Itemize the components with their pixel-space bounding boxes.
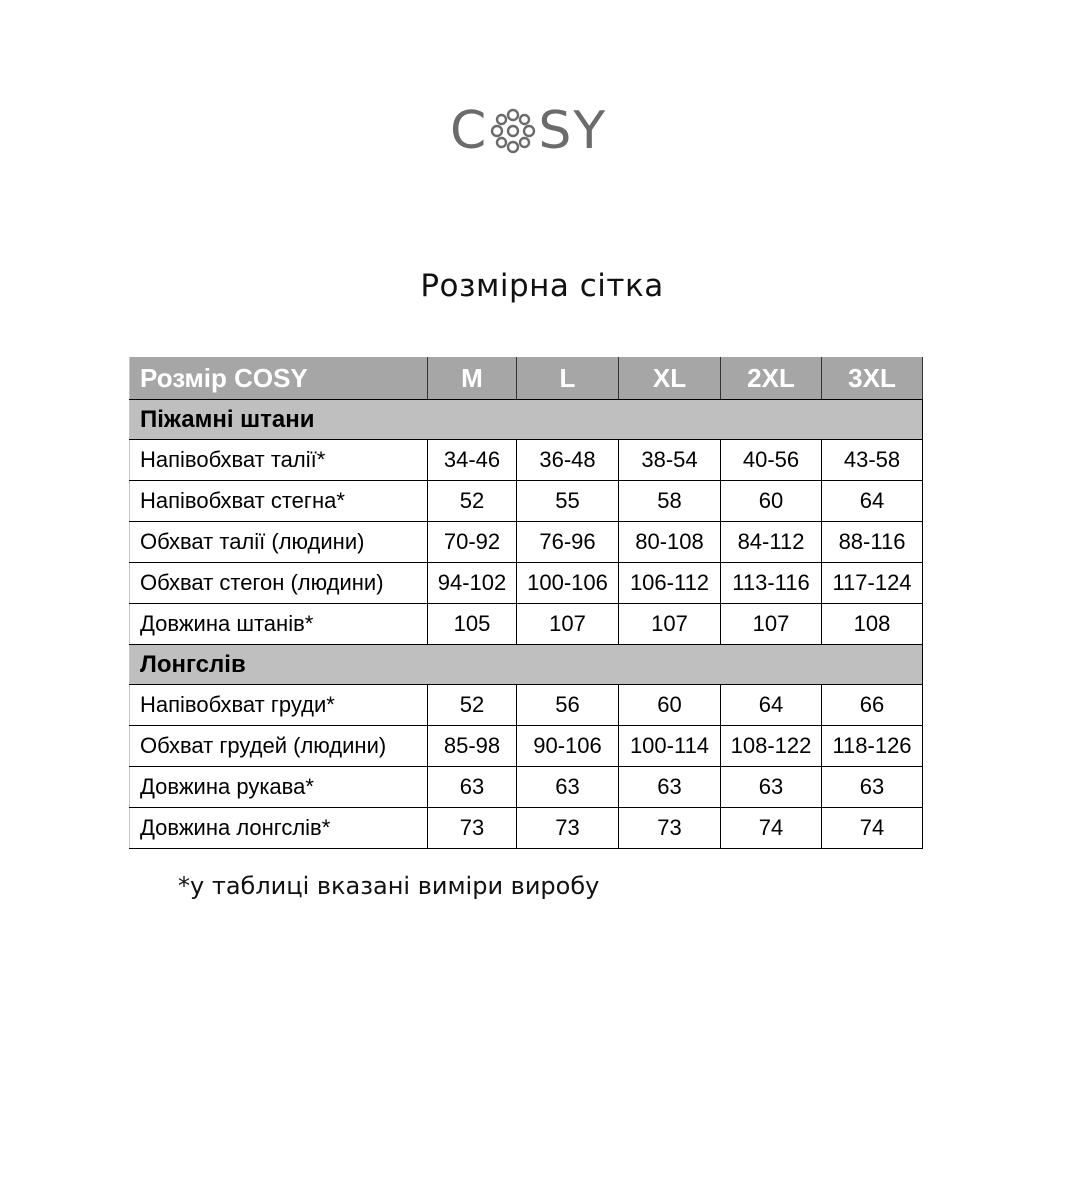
cell-m: 34-46 bbox=[428, 440, 517, 481]
cell-3xl: 88-116 bbox=[822, 522, 923, 563]
cell-3xl: 43-58 bbox=[822, 440, 923, 481]
flower-knot-icon bbox=[489, 107, 537, 155]
cell-2xl: 63 bbox=[721, 767, 822, 808]
size-chart-table bbox=[129, 357, 923, 849]
cell-l: 107 bbox=[517, 604, 619, 645]
cell-l: 100-106 bbox=[517, 563, 619, 604]
row-label: Обхват талії (людини) bbox=[130, 522, 428, 563]
cell-2xl: 40-56 bbox=[721, 440, 822, 481]
cell-xl: 106-112 bbox=[619, 563, 721, 604]
cell-3xl: 74 bbox=[822, 808, 923, 849]
table-row bbox=[130, 726, 923, 767]
table-row bbox=[130, 808, 923, 849]
table-row bbox=[130, 604, 923, 645]
row-label: Напівобхват груди* bbox=[130, 685, 428, 726]
row-label: Довжина лонгслів* bbox=[130, 808, 428, 849]
table-header-row bbox=[130, 357, 923, 400]
header-size-xl: XL bbox=[619, 357, 721, 400]
cell-l: 36-48 bbox=[517, 440, 619, 481]
cell-2xl: 60 bbox=[721, 481, 822, 522]
cell-xl: 80-108 bbox=[619, 522, 721, 563]
cell-2xl: 84-112 bbox=[721, 522, 822, 563]
row-label: Обхват стегон (людини) bbox=[130, 563, 428, 604]
cell-l: 63 bbox=[517, 767, 619, 808]
cell-l: 90-106 bbox=[517, 726, 619, 767]
header-size-m: M bbox=[428, 357, 517, 400]
cell-m: 94-102 bbox=[428, 563, 517, 604]
cell-2xl: 108-122 bbox=[721, 726, 822, 767]
brand-logo bbox=[450, 100, 615, 162]
section-title: Лонгслів bbox=[130, 645, 923, 685]
logo-letter-s: S bbox=[538, 101, 574, 161]
cell-3xl: 118-126 bbox=[822, 726, 923, 767]
cell-m: 52 bbox=[428, 481, 517, 522]
cell-m: 70-92 bbox=[428, 522, 517, 563]
table-row bbox=[130, 481, 923, 522]
cell-l: 55 bbox=[517, 481, 619, 522]
header-size-label: Розмір COSY bbox=[130, 357, 428, 400]
row-label: Довжина штанів* bbox=[130, 604, 428, 645]
cell-3xl: 63 bbox=[822, 767, 923, 808]
cell-3xl: 117-124 bbox=[822, 563, 923, 604]
row-label: Напівобхват стегна* bbox=[130, 481, 428, 522]
logo-letter-c: C bbox=[450, 101, 489, 161]
cell-xl: 73 bbox=[619, 808, 721, 849]
cell-xl: 58 bbox=[619, 481, 721, 522]
header-size-l: L bbox=[517, 357, 619, 400]
cell-3xl: 66 bbox=[822, 685, 923, 726]
cell-xl: 107 bbox=[619, 604, 721, 645]
table-row bbox=[130, 522, 923, 563]
table-row bbox=[130, 440, 923, 481]
row-label: Напівобхват талії* bbox=[130, 440, 428, 481]
cell-xl: 100-114 bbox=[619, 726, 721, 767]
cell-m: 105 bbox=[428, 604, 517, 645]
table-row bbox=[130, 563, 923, 604]
cell-m: 73 bbox=[428, 808, 517, 849]
section-row-longsleeve bbox=[130, 645, 923, 685]
cell-2xl: 74 bbox=[721, 808, 822, 849]
page-title: Розмірна сітка bbox=[420, 268, 664, 304]
footnote: *у таблиці вказані виміри виробу bbox=[178, 872, 600, 900]
section-row-pajama-pants bbox=[130, 400, 923, 440]
cell-xl: 63 bbox=[619, 767, 721, 808]
cell-2xl: 107 bbox=[721, 604, 822, 645]
cell-l: 73 bbox=[517, 808, 619, 849]
header-size-2xl: 2XL bbox=[721, 357, 822, 400]
table-row bbox=[130, 685, 923, 726]
cell-m: 63 bbox=[428, 767, 517, 808]
cell-m: 85-98 bbox=[428, 726, 517, 767]
cell-l: 76-96 bbox=[517, 522, 619, 563]
cell-xl: 60 bbox=[619, 685, 721, 726]
cell-3xl: 108 bbox=[822, 604, 923, 645]
section-title: Піжамні штани bbox=[130, 400, 923, 440]
cell-3xl: 64 bbox=[822, 481, 923, 522]
cell-l: 56 bbox=[517, 685, 619, 726]
logo-letter-y: Y bbox=[573, 101, 608, 161]
header-size-3xl: 3XL bbox=[822, 357, 923, 400]
row-label: Довжина рукава* bbox=[130, 767, 428, 808]
cell-m: 52 bbox=[428, 685, 517, 726]
table-row bbox=[130, 767, 923, 808]
cell-2xl: 64 bbox=[721, 685, 822, 726]
cell-xl: 38-54 bbox=[619, 440, 721, 481]
row-label: Обхват грудей (людини) bbox=[130, 726, 428, 767]
cell-2xl: 113-116 bbox=[721, 563, 822, 604]
